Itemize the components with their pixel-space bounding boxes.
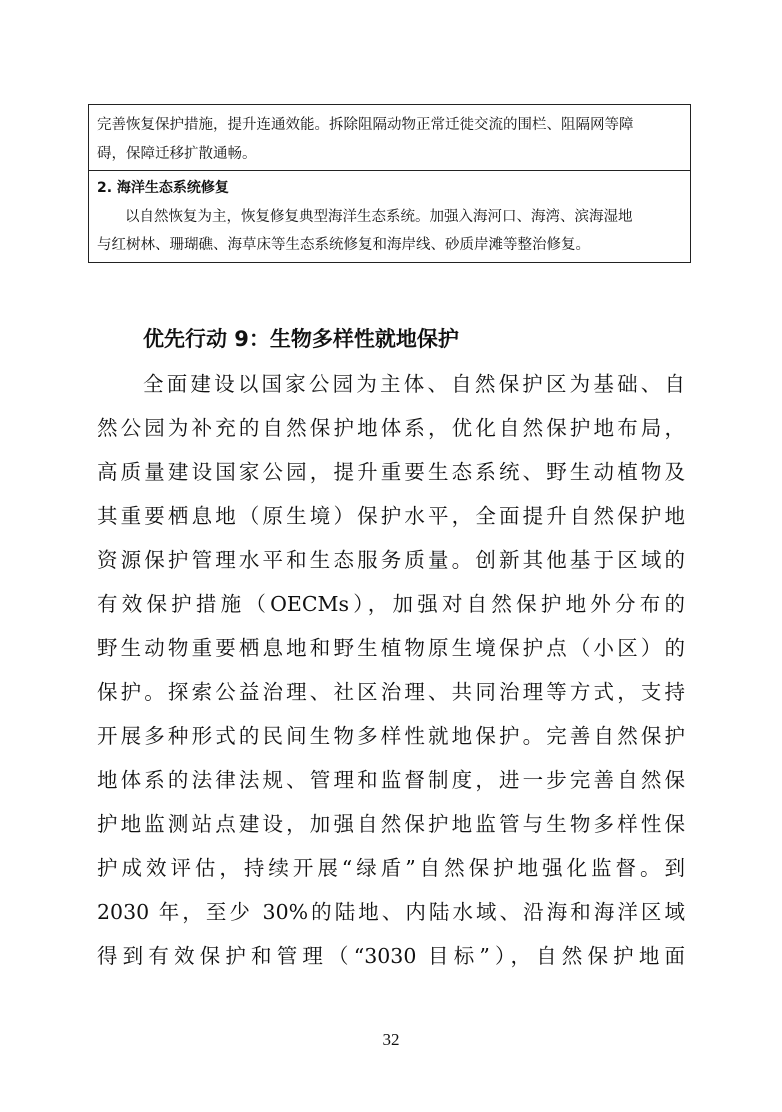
page-number: 32 [382,1030,400,1049]
body-line: 有效保护措施（OECMs），加强对自然保护地外分布的 [97,592,685,616]
body-line: 开展多种形式的民间生物多样性就地保护。完善自然保护 [97,724,685,748]
box-row2-line-1: 以自然恢复为主，恢复修复典型海洋生态系统。加强入海河口、海湾、滨海湿地 [125,209,633,225]
box-heading-marine-restoration: 2. 海洋生态系统修复 [97,180,229,196]
body-line: 2030 年，至少 30%的陆地、内陆水域、沿海和海洋区域 [97,900,685,924]
body-line: 野生动物重要栖息地和野生植物原生境保护点（小区）的 [97,636,685,660]
box-row2-line-2: 与红树林、珊瑚礁、海草床等生态系统修复和海岸线、砂质岸滩等整治修复。 [97,237,590,253]
body-line: 护成效评估，持续开展“绿盾”自然保护地强化监督。到 [97,856,685,880]
body-line: 其重要栖息地（原生境）保护水平，全面提升自然保护地 [97,504,685,528]
body-line: 然公园为补充的自然保护地体系，优化自然保护地布局， [97,416,685,440]
body-line: 地体系的法律法规、管理和监督制度，进一步完善自然保 [97,768,685,792]
body-line: 高质量建设国家公园，提升重要生态系统、野生动植物及 [97,460,685,484]
box-row-connectivity [89,105,690,171]
box-row1-line-2: 碍，保障迁移扩散通畅。 [97,146,257,162]
box-row1-line-1: 完善恢复保护措施，提升连通效能。拆除阻隔动物正常迁徙交流的围栏、阻隔网等障 [97,117,634,133]
body-line: 得到有效保护和管理（“3030 目标”），自然保护地面 [97,944,685,968]
section-title: 优先行动 9：生物多样性就地保护 [143,327,459,351]
body-line: 护地监测站点建设，加强自然保护地监管与生物多样性保 [97,812,685,836]
body-line: 保护。探索公益治理、社区治理、共同治理等方式，支持 [97,680,685,704]
body-line: 全面建设以国家公园为主体、自然保护区为基础、自 [143,372,685,396]
boxed-text-panel [88,104,691,263]
body-line: 资源保护管理水平和生态服务质量。创新其他基于区域的 [97,548,685,572]
